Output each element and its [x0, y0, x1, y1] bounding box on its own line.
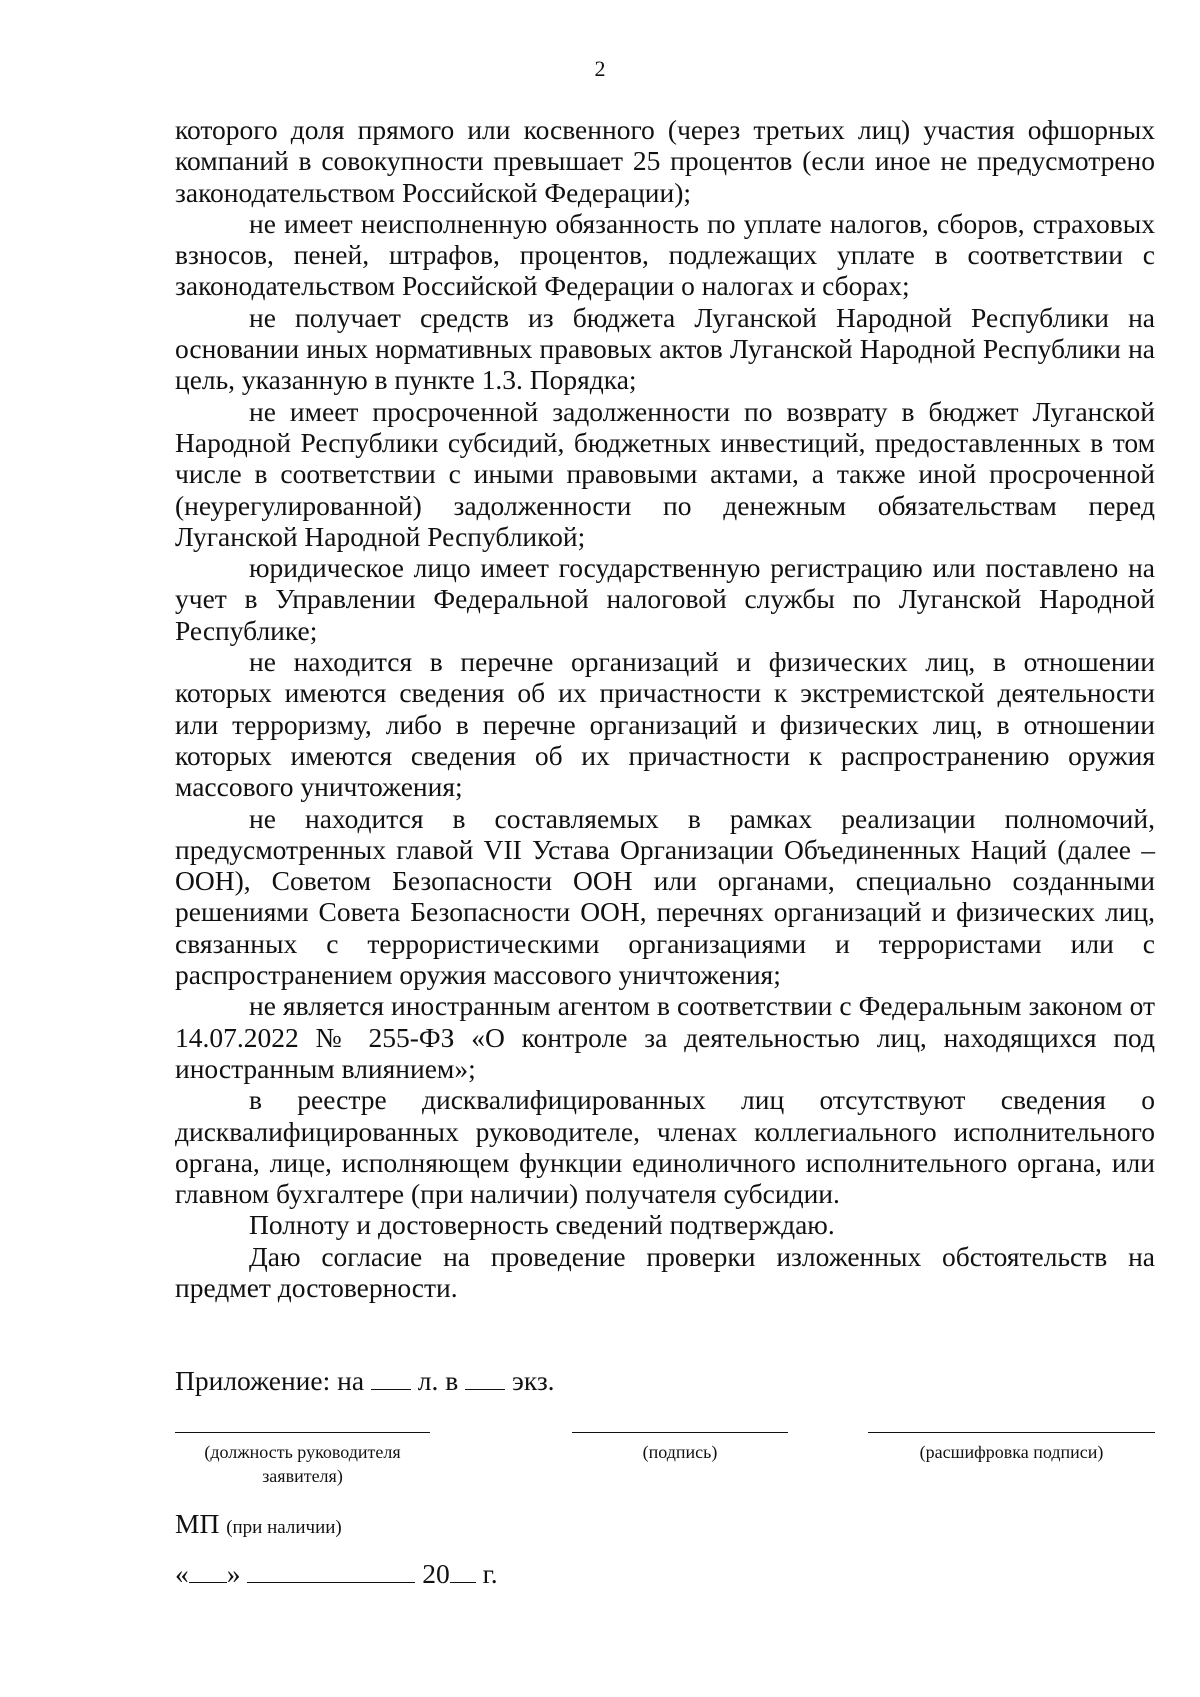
page-number: 2 [594, 56, 606, 81]
attachment-line [175, 1365, 555, 1397]
year-suffix: г. [482, 1558, 498, 1589]
decoding-signature-line [868, 1432, 1155, 1433]
month-blank [247, 1560, 415, 1583]
position-caption: (должность руководителя заявителя) [204, 1442, 401, 1486]
attachment-middle: л. в [417, 1365, 459, 1396]
position-signature-line [175, 1432, 430, 1433]
paragraph-un-sanctions: не находится в составляемых в рамках реализации полномочий, предусмотренных главой VII Устава Организации Объединенных Наций (далее – ООН), Советом Безопасности ООН или органами, специально созданными решениями Совета Безопасности ООН, перечнях организаций и физических лиц, связанных с террористическими организациями и террористами или с распространением оружия массового уничтожения; [175, 802, 1155, 991]
stamp-note: (при наличии) [226, 1517, 342, 1538]
stamp-label: МП [175, 1508, 220, 1539]
paragraph-registration: юридическое лицо имеет государственную регистрацию или поставлено на учет в Управлении Федеральной налоговой службы по Луганской Народной Республике; [175, 552, 1155, 646]
sheets-count-blank [371, 1367, 411, 1390]
attachment-suffix: экз. [512, 1365, 555, 1396]
paragraph-confirmation: Полноту и достоверность сведений подтверждаю. [249, 1209, 835, 1241]
stamp-line [175, 1508, 342, 1544]
date-open-quote: « [175, 1558, 189, 1589]
document-body [175, 114, 1155, 1303]
paragraph-tax-obligations: не имеет неисполненную обязанность по уплате налогов, сборов, страховых взносов, пеней, штрафов, процентов, подлежащих уплате в соответствии с законодательством Российской Федерации о налогах и сборах; [175, 207, 1155, 302]
date-close-quote: » [226, 1558, 241, 1589]
paragraph-overdue-debt: не имеет просроченной задолженности по возврату в бюджет Луганской Народной Республики субсидий, бюджетных инвестиций, предоставленных в том числе в соответствии с иными правовыми актами, а также иной просроченной (неурегулированной) задолженности по денежным обязательствам перед Луганской Народной Республикой; [175, 395, 1155, 552]
signature-caption: (подпись) [642, 1442, 718, 1462]
year-prefix: 20 [422, 1558, 450, 1589]
paragraph-consent: Даю согласие на проведение проверки изложенных обстоятельств на предмет достоверности. [175, 1240, 1155, 1303]
copies-count-blank [465, 1367, 505, 1390]
decoding-caption: (расшифровка подписи) [919, 1442, 1104, 1462]
paragraph-foreign-agent: не является иностранным агентом в соответствии с Федеральным законом от 14.07.2022 № 255-ФЗ «О контроле за деятельностью лиц, находящихся под иностранным влиянием»; [175, 990, 1155, 1084]
date-line [175, 1558, 498, 1590]
paragraph-offshore-share: которого доля прямого или косвенного (через третьих лиц) участия офшорных компаний в совокупности превышает 25 процентов (если иное не предусмотрено законодательством Российской Федерации); [175, 114, 1155, 208]
signature-line [572, 1432, 788, 1433]
paragraph-disqualified-persons: в реестре дисквалифицированных лиц отсутствуют сведения о дисквалифицированных руководителе, членах коллегиального исполнительного органа, лице, исполняющем функции единоличного исполнительного органа, или главном бухгалтере (при наличии) получателя субсидии. [175, 1084, 1155, 1210]
paragraph-budget-funds: не получает средств из бюджета Луганской Народной Республики на основании иных нормативных правовых актов Луганской Народной Республики на цель, указанную в пункте 1.3. Порядка; [175, 301, 1155, 396]
paragraph-extremism-list: не находится в перечне организаций и физических лиц, в отношении которых имеются сведения об их причастности к экстремистской деятельности или терроризму, либо в перечне организаций и физических лиц, в отношении которых имеются сведения об их причастности к распространению оружия массового уничтожения; [175, 646, 1155, 803]
attachment-prefix: Приложение: на [175, 1365, 365, 1396]
day-blank [189, 1560, 227, 1583]
year-blank [450, 1560, 476, 1583]
